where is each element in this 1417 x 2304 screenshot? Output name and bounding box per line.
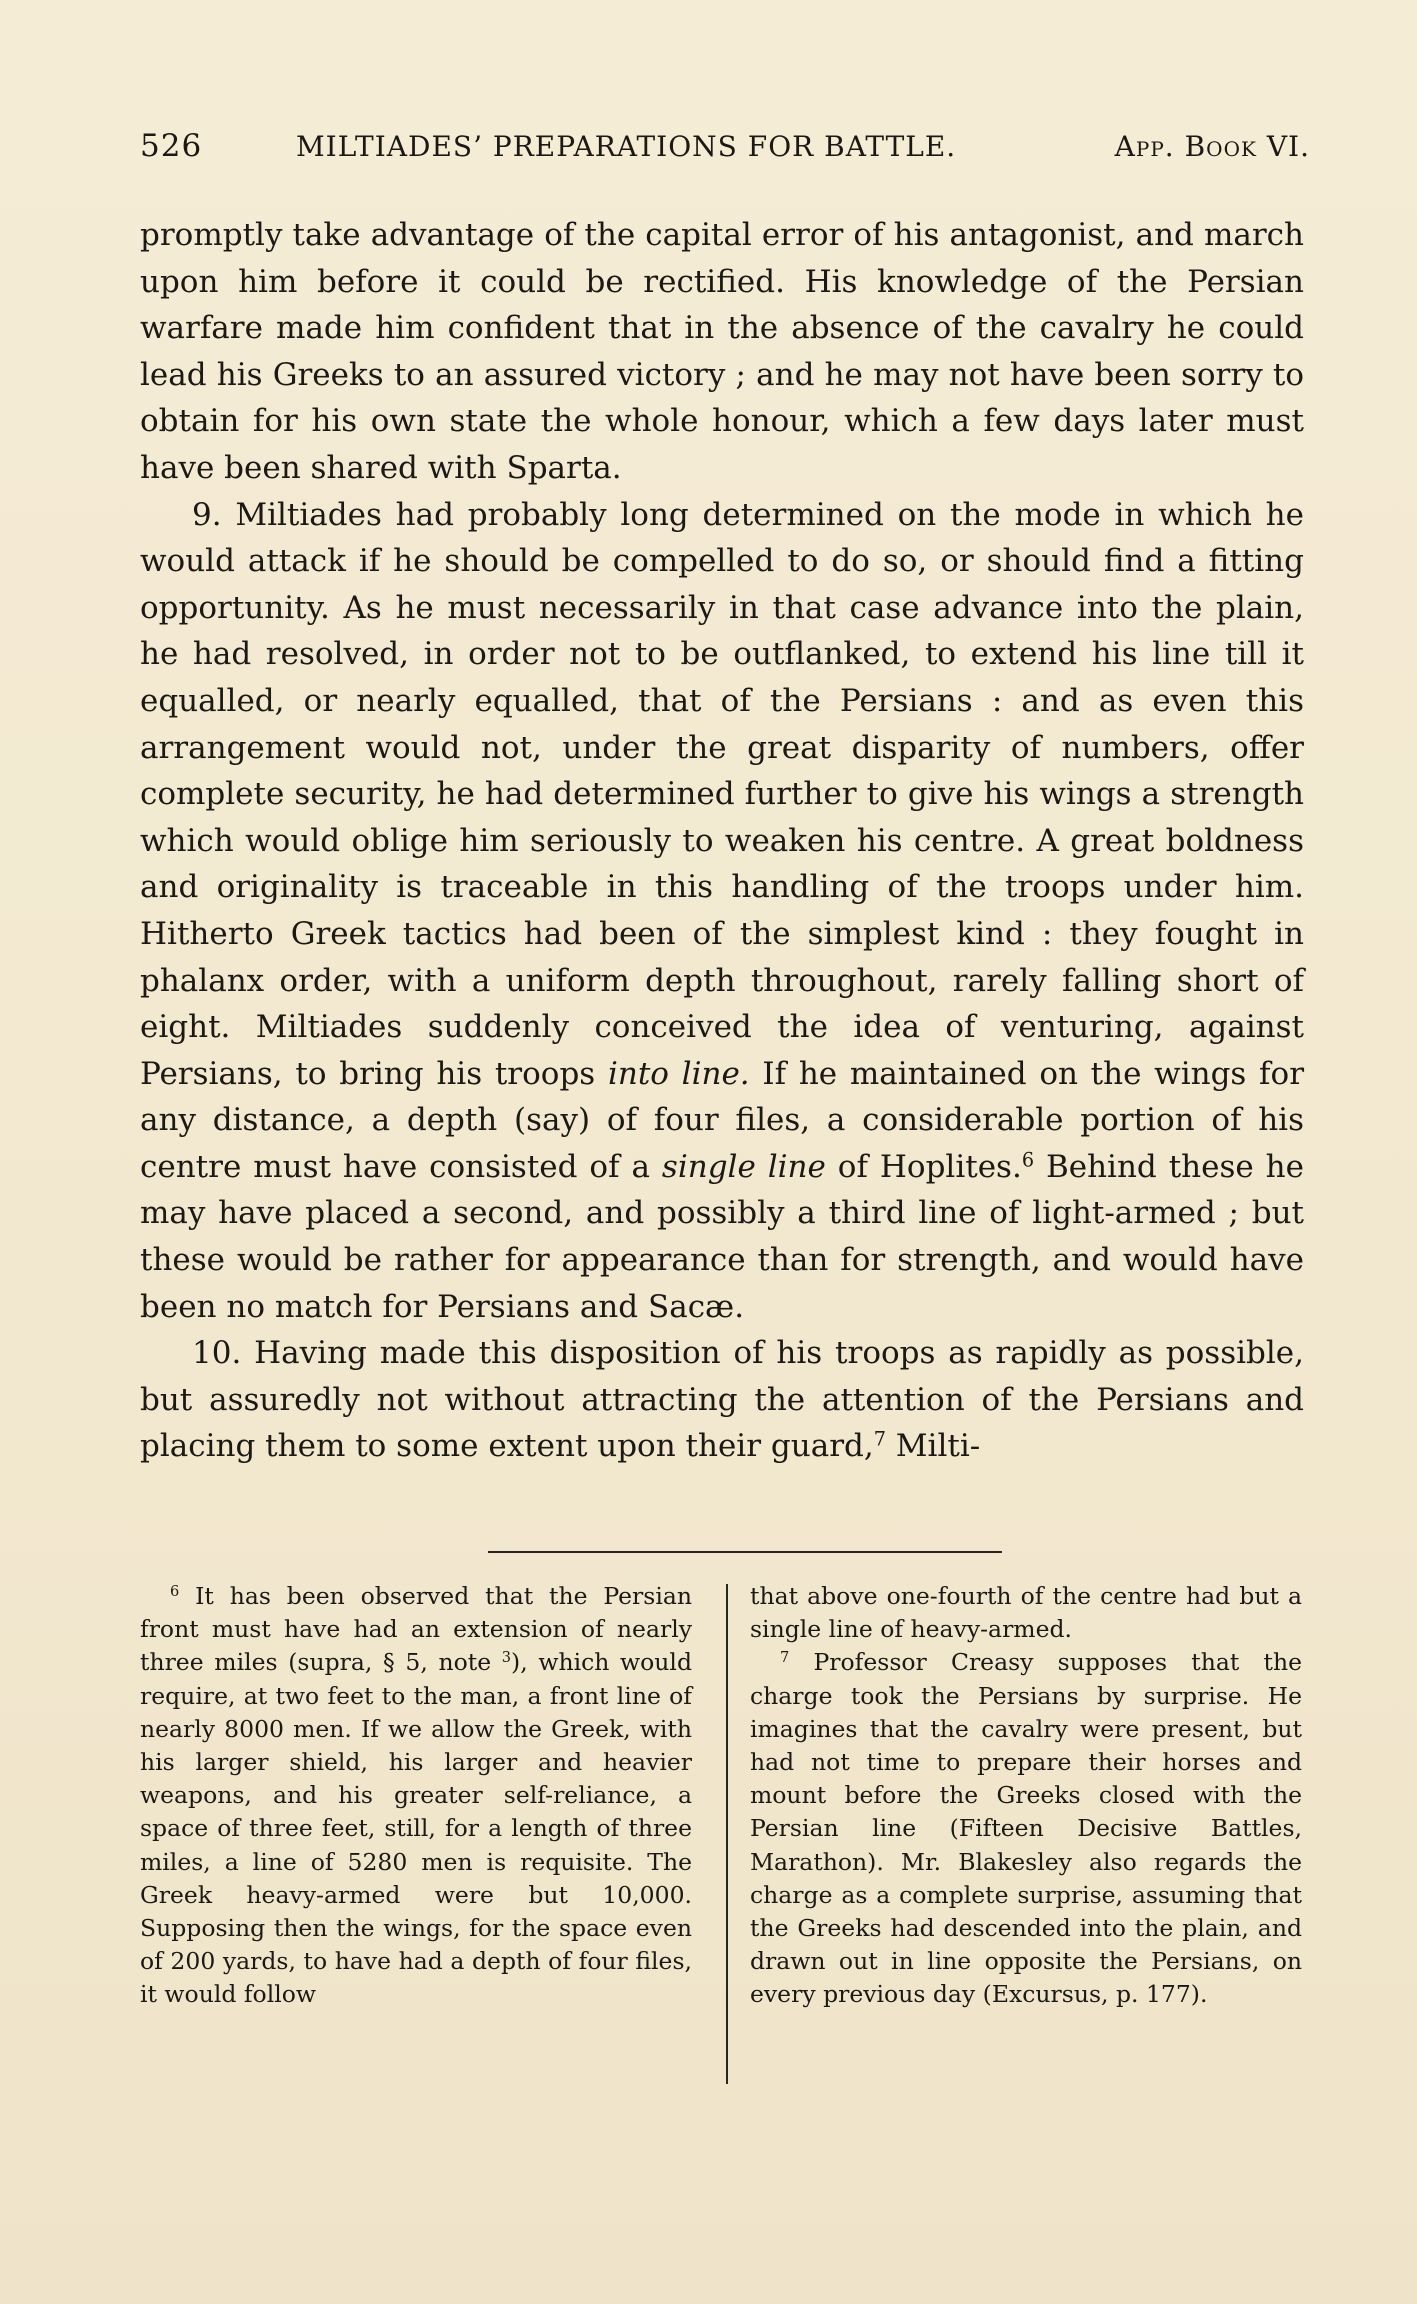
footnote-ref-6: 6 (1021, 1148, 1035, 1172)
main-text (140, 212, 1304, 1470)
emphasis-single-line: single line (661, 1148, 826, 1185)
paragraph-continued: promptly take advantage of the capital error of his antagonist, and march upon him before it could be rectified. His knowledge of the Persian warfare made him confident that in the absence of the cavalry he could lead his Greeks to an assured victory ; and he may not have been sorry to obtain for his own state the whole honour, which a few days later must have been shared with Sparta. (140, 217, 1304, 486)
footnote-mark-7: 7 (780, 1649, 790, 1667)
footnote-column-left (140, 1580, 692, 2012)
book-reference: App. Book VI. (1114, 130, 1310, 163)
paragraph-9: 9. Miltiades had probably long determined on the mode in which he would attack if he should be compelled to do so, or should find a fitting opportunity. As he must necessarily in that case advance into the plain, he had resolved, in order not to be outflanked, to extend his line till it equalled, or nearly equalled, that of the Persians : and as even this arrangement would not, under the great disparity of numbers, offer complete security, he had determined further to give his wings a strength which would oblige him seriously to weaken his centre. A great boldness and originality is traceable in this handling of the troops under him. Hitherto Greek tactics had been of the simplest kind : they fought in phalanx order, with a uniform depth throughout, rarely falling short of eight. Miltiades suddenly conceived the idea of venturing, against Persians, to bring his troops into line. If he maintained on the wings for any distance, a depth (say) of four files, a considerable portion of his centre must have consisted of a single line of Hoplites.$^6$ Behind these he may have placed a second, and possibly a third line of light-armed ; but these would be rather for appearance than for strength, and would have been no match for Persians and Sacæ. (140, 496, 1305, 1325)
footnote-mark-6: 6 (170, 1583, 180, 1600)
footnote-rule (488, 1551, 1002, 1553)
column-divider (726, 1584, 728, 2084)
paragraph-10: 10. Having made this disposition of his troops as rapidly as possible, but assuredly not without attracting the attention of the Persians and placing them to some extent upon their guard,$^7$ Milti- (140, 1335, 1304, 1465)
footnote-6-continued: that above one-fourth of the centre had but a single line of heavy-armed. (750, 1582, 1302, 1644)
emphasis-into-line: into line. (607, 1055, 750, 1092)
footnote-7: $^7$ Professor Creasy supposes that the charge took the Persians by surprise. He imagines that the cavalry were present, but had not time to prepare their horses and mount before the Greeks closed with the Persian line (Fifteen Decisive Battles, Marathon). Mr. Blakesley also regards the charge as a complete surprise, assuming that the Greeks had descended into the plain, and drawn out in line opposite the Persians, on every previous day (Excursus, p. 177). (750, 1648, 1302, 2009)
footnote-6: $^6$ It has been observed that the Persian front must have had an extension of nearly three miles (supra, § 5, note $^3$), which would require, at two feet to the man, a front line of nearly 8000 men. If we allow the Greek, with his larger shield, his larger and heavier weapons, and his greater self-reliance, a space of three feet, still, for a length of three miles, a line of 5280 men is requisite. The Greek heavy-armed were but 10,000. Supposing then the wings, for the space even of 200 yards, to have had a depth of four files, it would follow (140, 1582, 692, 2009)
footnote-column-right (750, 1580, 1302, 2012)
page-number: 526 (140, 128, 203, 164)
footnote-ref-7: 7 (873, 1427, 886, 1451)
footnotes (140, 1580, 1304, 2084)
running-head (140, 128, 1310, 168)
running-title: MILTIADES’ PREPARATIONS FOR BATTLE. (296, 130, 957, 163)
footnote-inner-ref: 3 (501, 1649, 512, 1667)
